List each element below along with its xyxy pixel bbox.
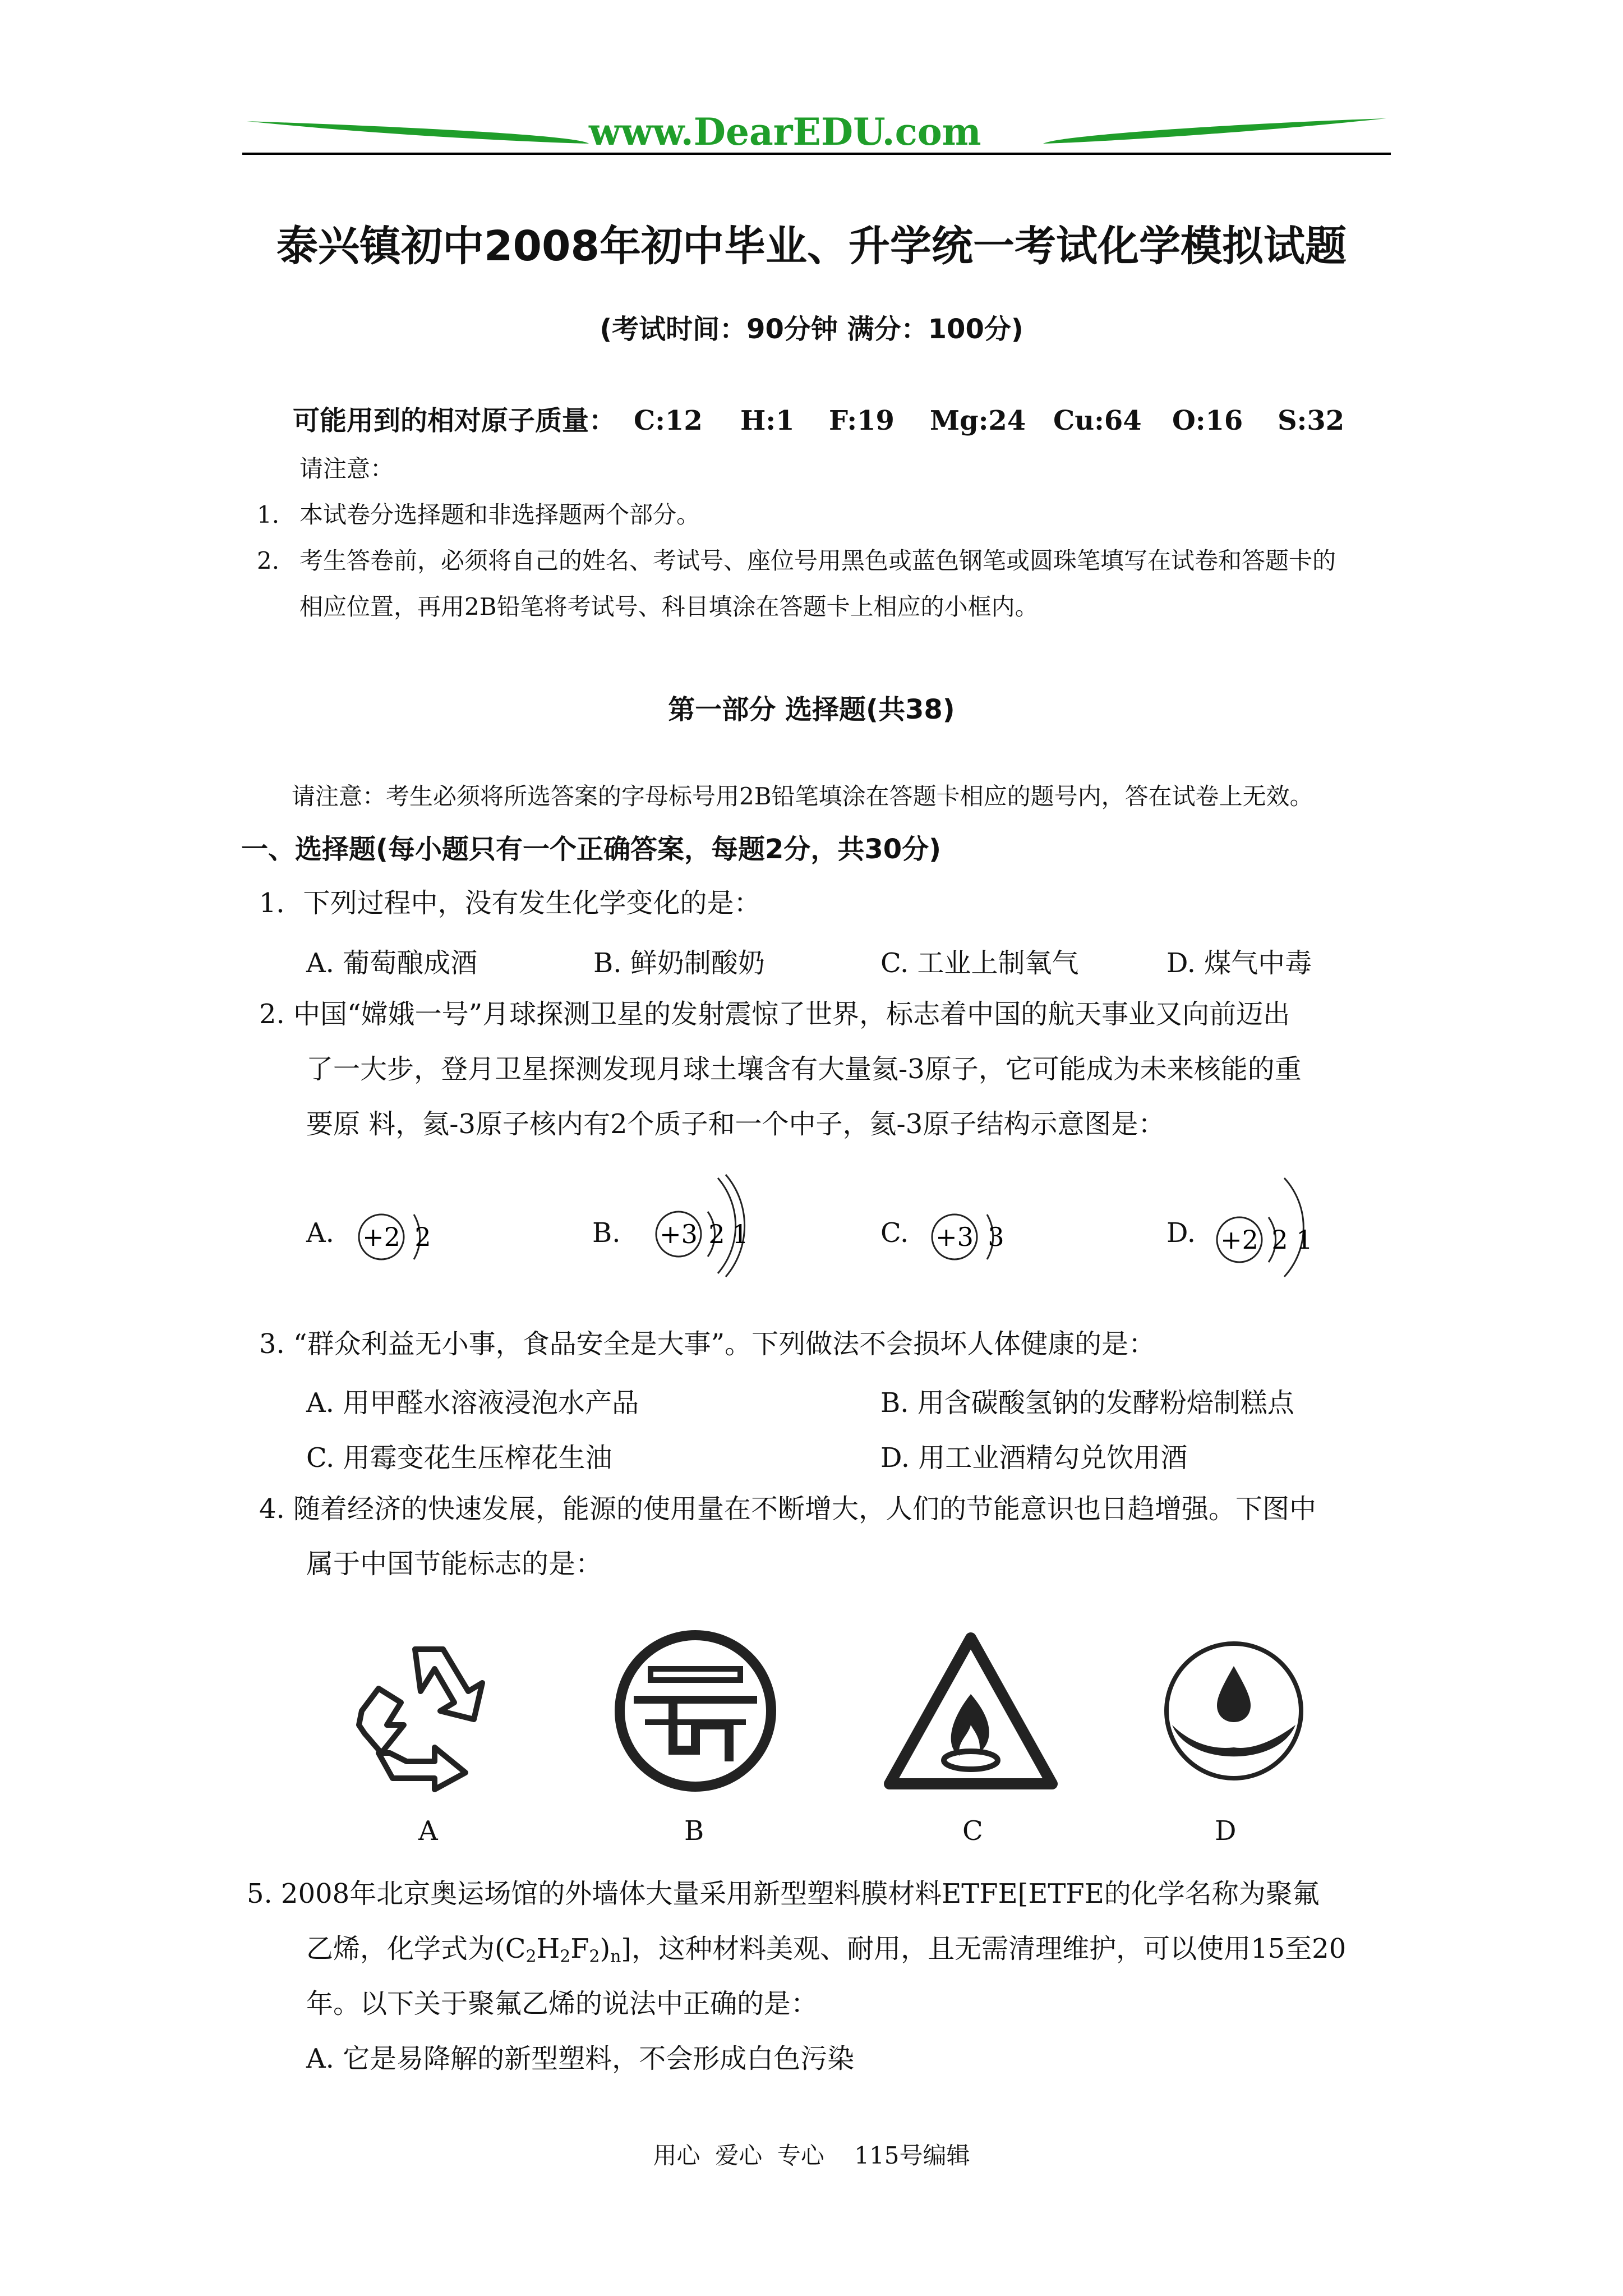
atomic-mass-s: S:32 bbox=[1278, 405, 1345, 436]
q3-option-b: B. 用含碳酸氢钠的发酵粉焙制糕点 bbox=[880, 1387, 1294, 1419]
energy-saving-logo-icon bbox=[611, 1627, 780, 1795]
q1-stem: 1．下列过程中，没有发生化学变化的是： bbox=[259, 887, 761, 919]
q4-label-a: A bbox=[418, 1815, 438, 1847]
q2-line-3: 要原 料，氦-3原子核内有2个质子和一个中子，氦-3原子结构示意图是： bbox=[306, 1108, 1165, 1140]
q4-line-1: 4. 随着经济的快速发展，能源的使用量在不断增大，人们的节能意识也日趋增强。下图中 bbox=[259, 1493, 1317, 1525]
q2-c-nucleus: +3 bbox=[935, 1222, 974, 1252]
q2-option-a-diagram bbox=[352, 1195, 448, 1279]
q2-c-shell-1: 3 bbox=[988, 1222, 1004, 1252]
q1-option-a: A. 葡萄酿成酒 bbox=[306, 947, 478, 979]
q2-b-shell-1: 2 bbox=[708, 1219, 725, 1249]
q2-b-nucleus: +3 bbox=[660, 1219, 698, 1249]
q2-option-b-letter: B. bbox=[592, 1217, 621, 1249]
q3-option-a: A. 用甲醛水溶液浸泡水产品 bbox=[306, 1387, 639, 1419]
q2-line-2: 了一大步，登月卫星探测发现月球土壤含有大量氦-3原子，它可能成为未来核能的重 bbox=[306, 1053, 1302, 1085]
q2-line-1: 2. 中国“嫦娥一号”月球探测卫星的发射震惊了世界，标志着中国的航天事业又向前迈出 bbox=[259, 999, 1290, 1030]
q2-a-shell-1: 2 bbox=[414, 1222, 431, 1252]
q3-option-d: D. 用工业酒精勾兑饮用酒 bbox=[880, 1442, 1188, 1474]
part1-heading: 第一部分 选择题(共38) bbox=[668, 694, 955, 725]
q2-option-a-letter: A. bbox=[306, 1217, 334, 1249]
recycle-icon bbox=[336, 1627, 516, 1795]
atomic-mass-label: 可能用到的相对原子质量： bbox=[293, 405, 616, 436]
atomic-mass-o: O:16 bbox=[1172, 405, 1243, 436]
flammable-warning-icon bbox=[884, 1632, 1058, 1789]
section1-heading: 一、选择题(每小题只有一个正确答案，每题2分，共30分) bbox=[241, 834, 942, 865]
q5-line-1: 5. 2008年北京奥运场馆的外墙体大量采用新型塑料膜材料ETFE[ETFE的化学名称为聚氟 bbox=[247, 1878, 1320, 1910]
q2-option-d-diagram bbox=[1206, 1167, 1329, 1279]
q1-option-c: C. 工业上制氧气 bbox=[880, 947, 1079, 979]
notice-item-2-cont: 相应位置，再用2B铅笔将考试号、科目填涂在答题卡上相应的小框内。 bbox=[299, 593, 1039, 620]
q5-option-a: A. 它是易降解的新型塑料，不会形成白色污染 bbox=[306, 2043, 855, 2074]
atomic-mass-f: F:19 bbox=[829, 405, 895, 436]
q4-label-d: D bbox=[1215, 1815, 1237, 1847]
q4-label-c: C bbox=[962, 1815, 983, 1847]
q2-d-shell-1: 2 bbox=[1271, 1225, 1288, 1255]
q5-line-3: 年。以下关于聚氟乙烯的说法中正确的是： bbox=[306, 1988, 818, 2019]
q2-d-shell-2: 1 bbox=[1296, 1225, 1313, 1255]
q3-stem: 3. “群众利益无小事，食品安全是大事”。下列做法不会损坏人体健康的是： bbox=[259, 1328, 1156, 1360]
notice-item-1-num: 1. bbox=[257, 501, 280, 528]
notice-item-2-num: 2. bbox=[257, 547, 280, 574]
part1-notice: 请注意：考生必须将所选答案的字母标号用2B铅笔填涂在答题卡相应的题号内，答在试卷上无效。 bbox=[292, 783, 1313, 810]
notice-item-2: 考生答卷前，必须将自己的姓名、考试号、座位号用黑色或蓝色钢笔或圆珠笔填写在试卷和答题卡的 bbox=[299, 547, 1336, 574]
exam-time-subtitle: (考试时间：90分钟 满分：100分) bbox=[600, 314, 1023, 345]
q1-option-b: B. 鲜奶制酸奶 bbox=[593, 947, 765, 979]
atomic-mass-c: C:12 bbox=[634, 405, 703, 436]
page-footer: 用心 爱心 专心 115号编辑 bbox=[653, 2142, 970, 2169]
q1-option-d: D. 煤气中毒 bbox=[1166, 947, 1312, 979]
site-logo-text: www.DearEDU.com bbox=[589, 110, 981, 154]
q3-option-c: C. 用霉变花生压榨花生油 bbox=[306, 1442, 612, 1474]
q2-b-shell-2: 1 bbox=[732, 1219, 749, 1249]
q4-line-2: 属于中国节能标志的是： bbox=[306, 1548, 603, 1580]
page-title: 泰兴镇初中2008年初中毕业、升学统一考试化学模拟试题 bbox=[276, 222, 1347, 270]
q2-option-c-diagram bbox=[925, 1195, 1021, 1279]
q2-option-b-diagram bbox=[645, 1167, 768, 1279]
q2-d-nucleus: +2 bbox=[1220, 1225, 1258, 1255]
atomic-mass-h: H:1 bbox=[740, 405, 795, 436]
atomic-mass-mg: Mg:24 bbox=[930, 405, 1026, 436]
q2-option-d-letter: D. bbox=[1166, 1217, 1196, 1249]
q2-option-c-letter: C. bbox=[880, 1217, 909, 1249]
notice-heading: 请注意： bbox=[299, 455, 394, 482]
q2-a-nucleus: +2 bbox=[362, 1222, 400, 1252]
notice-item-1: 本试卷分选择题和非选择题两个部分。 bbox=[299, 501, 700, 528]
q5-line-2: 乙烯，化学式为$(C_2H_2F_2)_n$]，这种材料美观、耐用，且无需清理维护，可以使用15至20 bbox=[306, 1933, 1347, 1967]
q4-label-b: B bbox=[684, 1815, 704, 1847]
water-saving-icon bbox=[1150, 1632, 1318, 1789]
atomic-mass-cu: Cu:64 bbox=[1053, 405, 1142, 436]
